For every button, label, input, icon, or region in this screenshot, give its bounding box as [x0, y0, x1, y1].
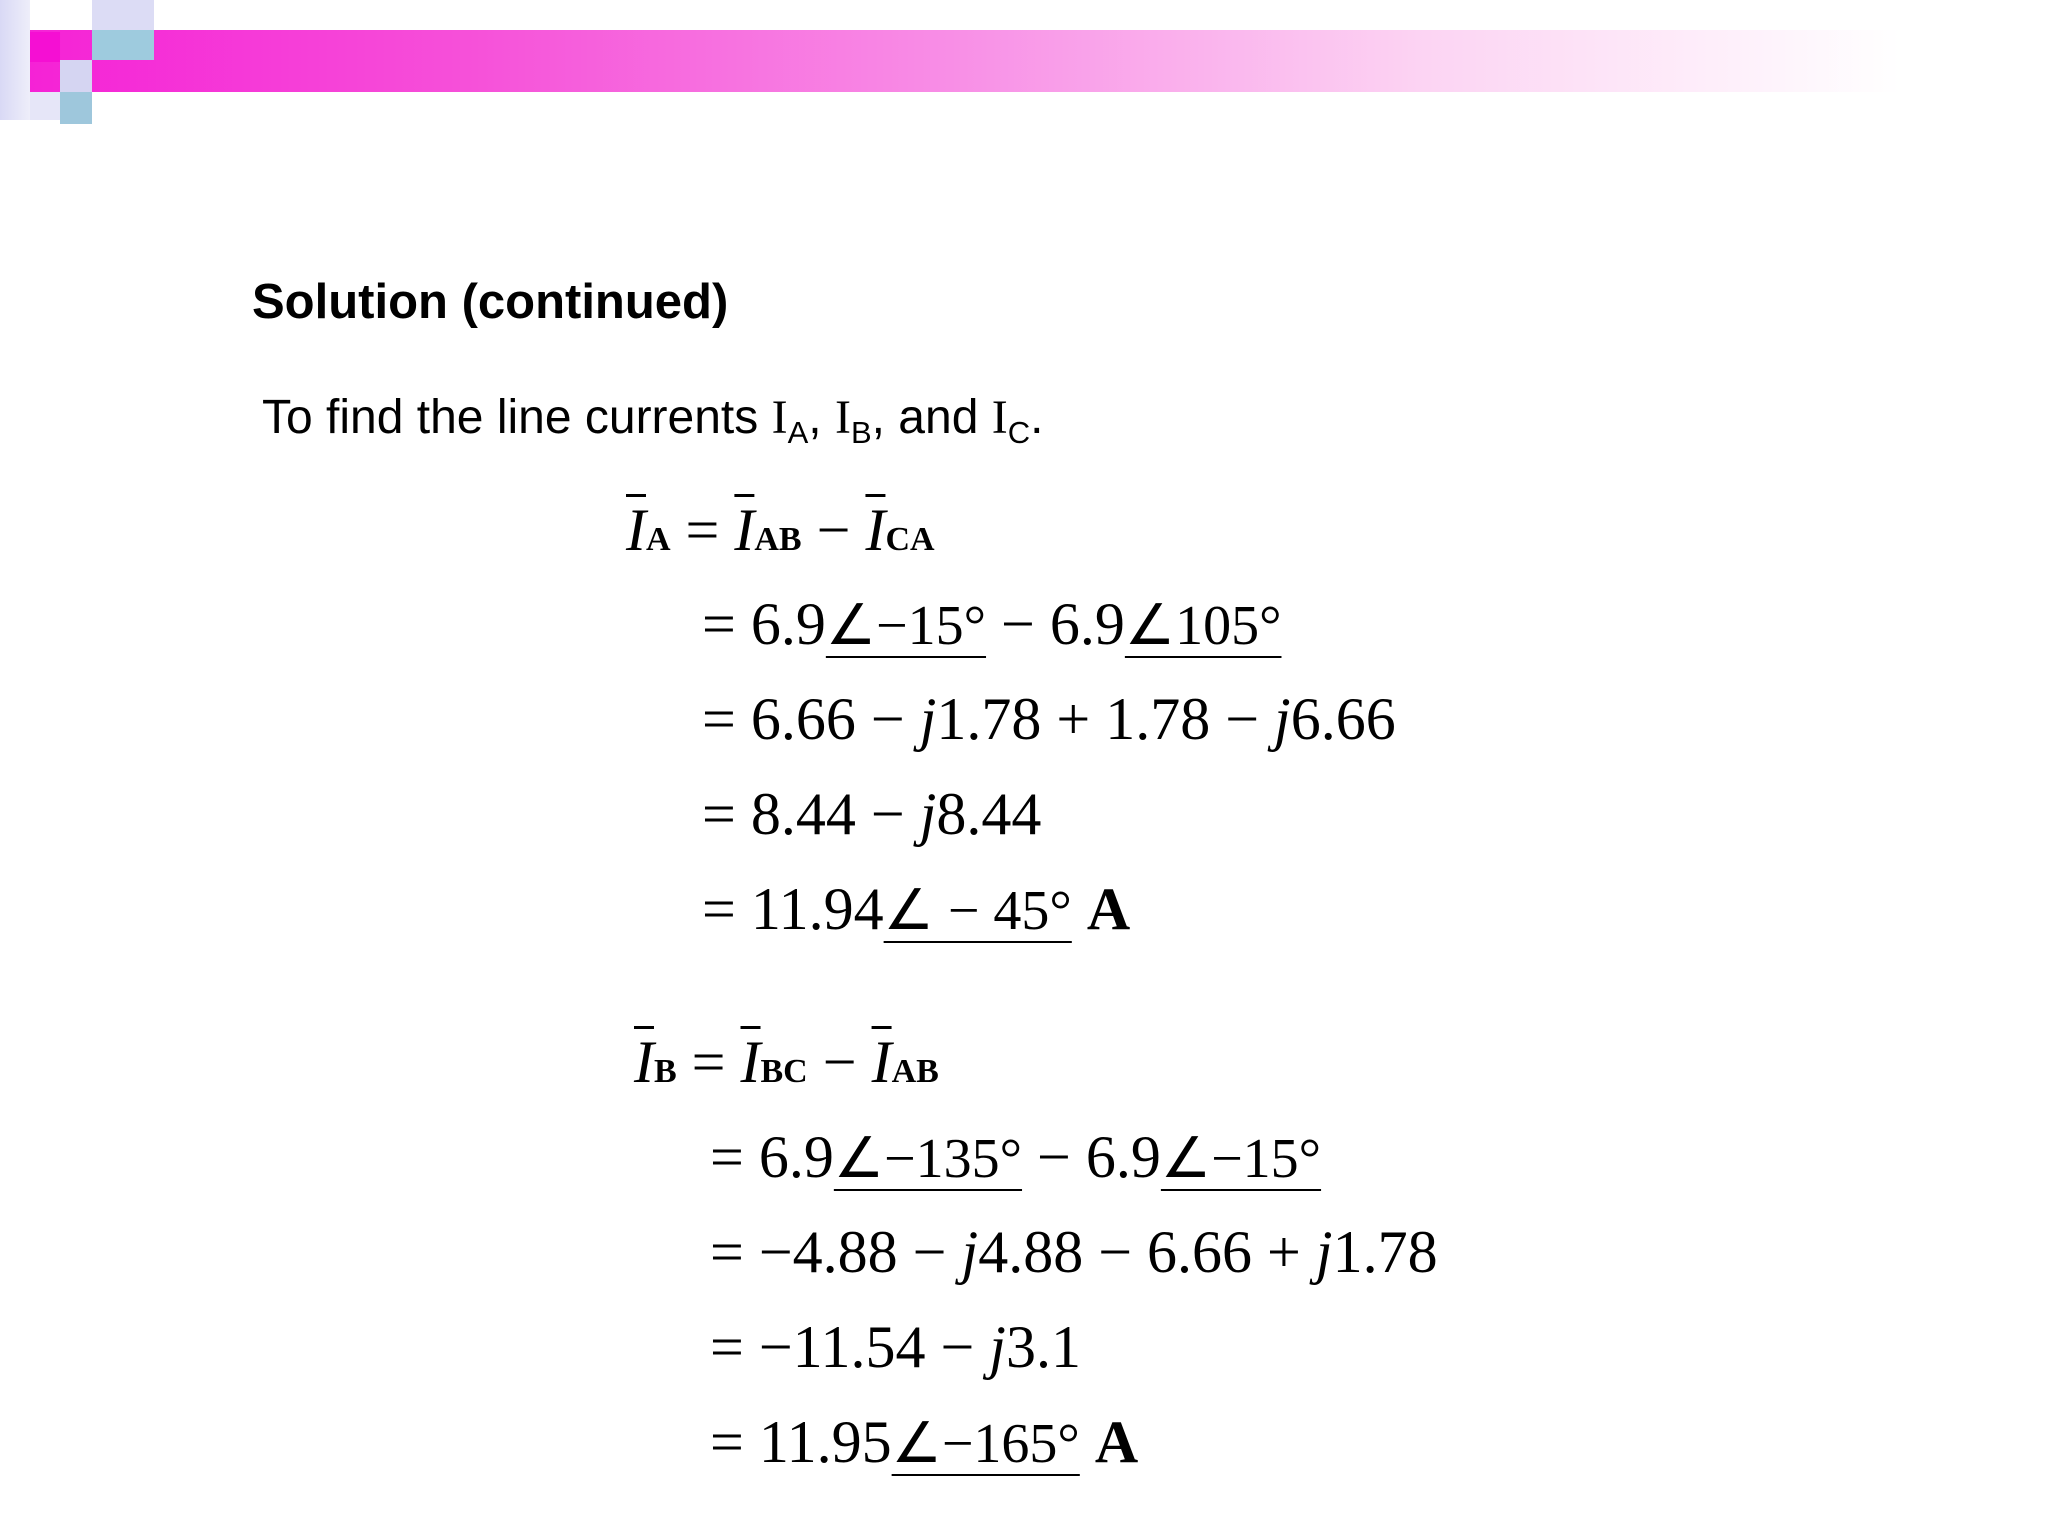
current-symbol: I [991, 391, 1008, 444]
phasor-variable: $\overline{I}$ [634, 1029, 654, 1095]
imaginary-unit: j [1274, 686, 1291, 752]
slide-title: Solution (continued) [252, 275, 729, 329]
term: 8.44 − [750, 781, 920, 847]
intro-separator: , and [871, 391, 992, 444]
phasor-variable: $\overline{I}$ [865, 497, 886, 563]
angle: ∠−15° [825, 595, 987, 657]
equation-ib-result [710, 1409, 1139, 1475]
equals-sign: = [702, 781, 736, 847]
current-symbol: I [834, 391, 851, 444]
decor-square [0, 0, 30, 120]
phasor-subscript: AB [754, 521, 802, 558]
term: 3.1 [1005, 1314, 1081, 1380]
phasor-subscript: CA [885, 521, 935, 558]
phasor-subscript: BC [760, 1053, 808, 1090]
header-gradient-band [0, 30, 1900, 92]
unit-amperes: A [1094, 1409, 1139, 1475]
term: 1.78 + 1.78 − [936, 686, 1275, 752]
equation-ia-line1 [702, 591, 1282, 657]
equals-sign: = [702, 686, 736, 752]
equation-ib-line3 [710, 1314, 1081, 1380]
magnitude: 11.94 [750, 876, 884, 942]
angle: ∠−15° [1160, 1128, 1322, 1190]
equation-ia-line2 [702, 686, 1396, 752]
term: 1.78 [1332, 1219, 1438, 1285]
magnitude: 6.9 [1049, 591, 1125, 657]
phasor-subscript: A [645, 521, 671, 558]
equation-ia-definition [626, 497, 935, 563]
angle: ∠ − 45° [883, 880, 1072, 942]
phasor-variable: $\overline{I}$ [734, 497, 755, 563]
equals-sign: = [691, 1029, 726, 1095]
magnitude: 6.9 [758, 1124, 834, 1190]
subscript-b: B [850, 415, 872, 450]
term: −4.88 − [758, 1219, 962, 1285]
operator: − [1037, 1124, 1071, 1190]
magnitude: 11.95 [758, 1409, 892, 1475]
decor-square [92, 30, 154, 60]
equals-sign: = [702, 591, 736, 657]
angle: ∠−165° [891, 1413, 1080, 1475]
minus-sign: − [816, 497, 851, 563]
phasor-variable: $\overline{I}$ [740, 1029, 761, 1095]
equals-sign: = [710, 1219, 744, 1285]
term: 4.88 − 6.66 + [978, 1219, 1316, 1285]
current-symbol: I [771, 391, 788, 444]
imaginary-unit: j [1315, 1219, 1333, 1285]
subscript-a: A [787, 415, 809, 450]
term: −11.54 − [758, 1314, 990, 1380]
equals-sign: = [702, 876, 736, 942]
imaginary-unit: j [919, 686, 937, 752]
intro-end: . [1030, 391, 1044, 444]
term: 6.66 [1290, 686, 1396, 752]
operator: − [1001, 591, 1035, 657]
decor-square [92, 0, 154, 30]
phasor-subscript: B [653, 1053, 677, 1090]
decor-square [60, 92, 92, 124]
imaginary-unit: j [961, 1219, 979, 1285]
intro-text [262, 390, 1044, 450]
equals-sign: = [710, 1314, 744, 1380]
decor-square [30, 92, 60, 120]
equation-ia-line3 [702, 781, 1042, 847]
minus-sign: − [822, 1029, 857, 1095]
equals-sign: = [710, 1124, 744, 1190]
phasor-variable: $\overline{I}$ [626, 497, 646, 563]
angle: ∠105° [1124, 595, 1282, 657]
equals-sign: = [685, 497, 720, 563]
term: 6.66 − [750, 686, 920, 752]
magnitude: 6.9 [750, 591, 826, 657]
equation-ib-line1 [710, 1124, 1322, 1190]
term: 8.44 [936, 781, 1042, 847]
equation-ib-line2 [710, 1219, 1438, 1285]
subscript-c: C [1007, 415, 1031, 450]
equals-sign: = [710, 1409, 744, 1475]
equation-ib-definition [634, 1029, 939, 1095]
angle: ∠−135° [833, 1128, 1023, 1190]
magnitude: 6.9 [1085, 1124, 1161, 1190]
unit-amperes: A [1086, 876, 1131, 942]
decor-square [60, 60, 92, 92]
phasor-variable: $\overline{I}$ [871, 1029, 892, 1095]
intro-separator: , [808, 391, 835, 444]
imaginary-unit: j [919, 781, 937, 847]
intro-prefix: To find the line currents [262, 391, 772, 444]
phasor-subscript: AB [891, 1053, 939, 1090]
decor-square [30, 32, 60, 62]
equation-ia-result [702, 876, 1131, 942]
imaginary-unit: j [989, 1314, 1006, 1380]
